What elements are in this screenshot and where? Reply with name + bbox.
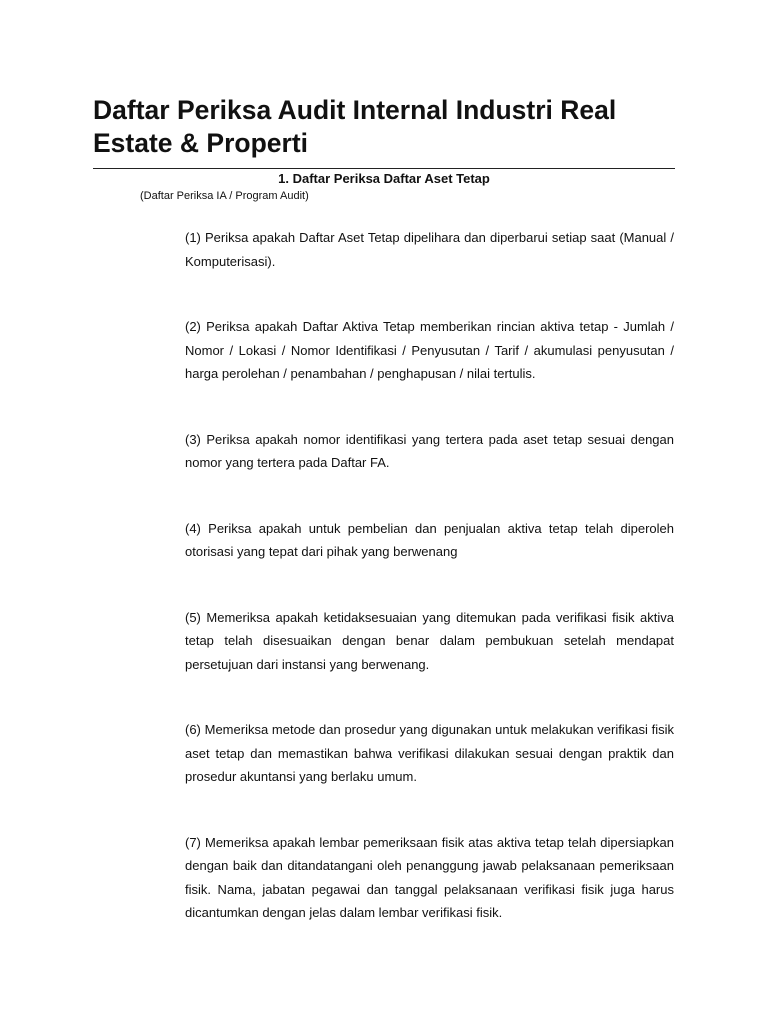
checklist-item-1: (1) Periksa apakah Daftar Aset Tetap dipelihara dan diperbarui setiap saat (Manual / Komputerisasi).: [185, 230, 674, 269]
checklist: [185, 226, 674, 925]
checklist-item-4: (4) Periksa apakah untuk pembelian dan penjualan aktiva tetap telah diperoleh otorisasi yang tepat dari pihak yang berwenang: [185, 520, 674, 559]
checklist-item-3: (3) Periksa apakah nomor identifikasi yang tertera pada aset tetap sesuai dengan nomor yang tertera pada Daftar FA.: [185, 431, 674, 470]
section-subheading: (Daftar Periksa IA / Program Audit): [140, 190, 309, 202]
checklist-item-7: (7) Memeriksa apakah lembar pemeriksaan fisik atas aktiva tetap telah dipersiapkan dengan baik dan ditandatangani oleh penanggung jawab pelaksanaan pemeriksaan fisik. Nama, jabatan pegawai dan tanggal pelaksanaan verifikasi fisik juga harus dicantumkan dengan jelas dalam lembar verifikasi fisik.: [185, 834, 674, 920]
checklist-item-5: (5) Memeriksa apakah ketidaksesuaian yang ditemukan pada verifikasi fisik aktiva tetap telah disesuaikan dengan benar dalam pembukuan setelah mendapat persetujuan dari instansi yang berwenang.: [185, 609, 674, 672]
checklist-item-6: (6) Memeriksa metode dan prosedur yang digunakan untuk melakukan verifikasi fisik aset tetap dan memastikan bahwa verifikasi dilakukan sesuai dengan praktik dan prosedur akuntansi yang berlaku umum.: [185, 722, 674, 784]
checklist-item-2: (2) Periksa apakah Daftar Aktiva Tetap memberikan rincian aktiva tetap - Jumlah / Nomor / Lokasi / Nomor Identifikasi / Penyusutan / Tarif / akumulasi penyusutan / harga perolehan / penambahan / penghapusan / nilai tertulis.: [185, 319, 674, 381]
document-title: Daftar Periksa Audit Internal Industri Real Estate & Properti: [93, 95, 617, 158]
section-heading: 1. Daftar Periksa Daftar Aset Tetap: [278, 171, 490, 186]
title-divider: [93, 168, 675, 169]
